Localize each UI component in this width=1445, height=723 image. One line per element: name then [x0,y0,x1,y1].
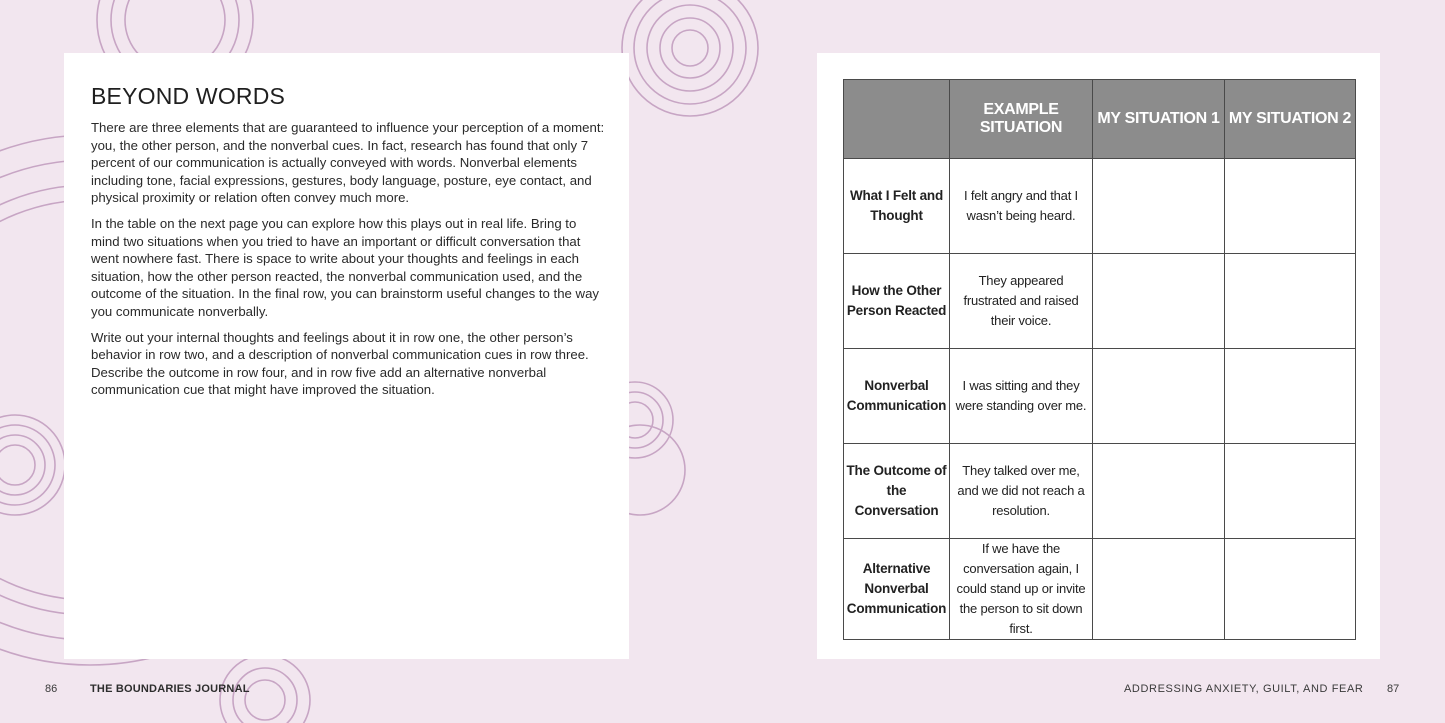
row-label: Nonverbal Communication [844,349,950,444]
table-row [844,349,1356,444]
left-page-number: 86 [45,683,58,695]
left-page-card [64,53,629,659]
right-running-title: ADDRESSING ANXIETY, GUILT, AND FEAR [1124,683,1364,695]
example-cell: I felt angry and that I wasn’t being heard. [950,159,1093,254]
example-cell: They talked over me, and we did not reach a resolution. [950,444,1093,539]
table-header-row [844,80,1356,159]
table-row [844,444,1356,539]
my-situation-1-cell[interactable] [1093,349,1225,444]
example-cell: They appeared frustrated and raised their voice. [950,254,1093,349]
header-my-situation-2: MY SITUATION 2 [1225,80,1356,159]
right-page-number: 87 [1387,683,1400,695]
my-situation-2-cell[interactable] [1225,254,1356,349]
row-label: What I Felt and Thought [844,159,950,254]
worksheet-table [843,79,1356,640]
paragraph: There are three elements that are guaranteed to influence your perception of a moment: you, the other person, and the nonverbal cues. In fact, research has found that only 7 percent of our communication is actually conveyed with words. Nonverbal elements including tone, facial expressions, gestures, body language, posture, eye contact, and physical proximity or relation often convey much more. [91,120,605,206]
my-situation-1-cell[interactable] [1093,254,1225,349]
right-page-card [817,53,1380,659]
example-cell: If we have the conversation again, I could stand up or invite the person to sit down first. [950,539,1093,640]
table-row [844,254,1356,349]
header-my-situation-1: MY SITUATION 1 [1093,80,1225,159]
my-situation-1-cell[interactable] [1093,444,1225,539]
paragraph: Write out your internal thoughts and feelings about it in row one, the other person’s behavior in row two, and a description of nonverbal communication cues in row three. Describe the outcome in row four, and in row five add an alternative nonverbal communication cue that might have improved the situation. [91,329,589,398]
body-text [91,119,605,407]
row-label: Alternative Nonverbal Communication [844,539,950,640]
header-blank-cell [844,80,950,159]
my-situation-1-cell[interactable] [1093,159,1225,254]
example-cell: I was sitting and they were standing over me. [950,349,1093,444]
my-situation-1-cell[interactable] [1093,539,1225,640]
left-running-title: THE BOUNDARIES JOURNAL [90,683,250,695]
header-example-situation: EXAMPLE SITUATION [950,80,1093,159]
table-row [844,159,1356,254]
row-label: How the Other Person Reacted [844,254,950,349]
table-row [844,539,1356,640]
my-situation-2-cell[interactable] [1225,539,1356,640]
my-situation-2-cell[interactable] [1225,159,1356,254]
my-situation-2-cell[interactable] [1225,349,1356,444]
my-situation-2-cell[interactable] [1225,444,1356,539]
paragraph: In the table on the next page you can explore how this plays out in real life. Bring to mind two situations when you tried to have an important or difficult conversation that went nowhere fast. There is space to write about your thoughts and feelings in each situation, how the other person reacted, the nonverbal communication used, and the outcome of the situation. In the final row, you can brainstorm useful changes to the way you communicate nonverbally. [91,215,600,319]
row-label: The Outcome of the Conversation [844,444,950,539]
page-title: BEYOND WORDS [91,83,286,109]
